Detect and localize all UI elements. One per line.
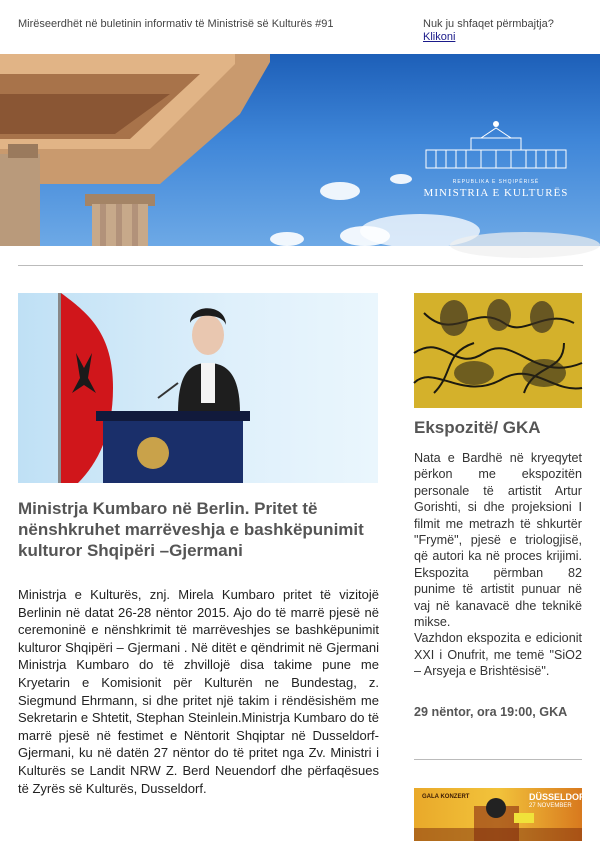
onufri-paragraph: Vazhdon ekspozita e edicionit XXI i Onufrit, me temë "SiO2 – Arsyeja e Brishtësisë".: [414, 631, 582, 679]
ministry-logo: [416, 120, 576, 210]
welcome-text: Mirëseerdhët në buletinin informativ të Ministrisë së Kulturës #91: [18, 18, 334, 30]
sidebar-title[interactable]: Ekspozitë/ GKA: [414, 418, 541, 437]
view-online-notice: [423, 18, 554, 44]
click-here-link[interactable]: Klikoni: [423, 31, 456, 43]
header-bar: [0, 0, 605, 50]
banner-image: [0, 54, 600, 246]
article-body: Ministrja e Kulturës, znj. Mirela Kumbaro pritet të vizitojë Berlinin në datat 26-28 nëntor 2015. Ajo do të marrë pjesë në ceremoninë e nënshkrimit të marrëveshjes se bashkëpunimit kulturor Shqipëri – Gjermani . Në ditët e qëndrimit në Gjermani Ministrja Kumbaro do të zhvillojë disa takime pune me Kryetarin e Komisionit për Kulturën ne Bundestag, z. Siegmund Ehrmann, si dhe pritet një takim i rëndësishëm me Sekretarin e Shtetit, Stephan Steinlein.Ministrja Kumbaro do të marrë pjesë në festimet e Nëntorit Shqiptar në Dusseldorf-Gjermani, ku në datën 27 nëntor do të pritet nga Zv. Ministri i Kulturës se Landit NRW Z. Berd Neuendorf dhe përfaqësues të Zyrës së Kulturës, Dusseldorf.: [18, 587, 379, 796]
gala-title: GALA KONZERT: [422, 794, 470, 800]
gala-city: DÜSSELDORF: [529, 792, 592, 802]
cloud-shape: [390, 174, 412, 184]
exhibition-paragraph: Nata e Bardhë në kryeqytet përkon me ekspozitën personale të artistit Artur Gorishti, si dhe projeksioni I filmit me metrazh të shkurtër "Frymë", pjesë e triologjisë, që autori ka në proces krijimi. Ekspozita përmban 82 punime të artistit punuar në vaj në kanavacë dhe teknikë mikse.: [414, 451, 582, 630]
sidebar-divider: [414, 759, 582, 760]
ministry-building-icon: [421, 120, 571, 172]
section-divider: [18, 265, 583, 266]
minister-podium-photo: [18, 293, 378, 483]
cloud-shape: [270, 232, 304, 246]
sidebar-description: [414, 450, 582, 680]
cloud-shape: [450, 232, 600, 258]
not-shown-text: Nuk ju shfaqet përmbajtja?: [423, 18, 554, 30]
exhibition-painting[interactable]: [414, 293, 582, 408]
abstract-painting-graphic: [414, 293, 582, 408]
logo-subtitle: REPUBLIKA E SHQIPËRISË: [452, 179, 540, 185]
article-headline[interactable]: Ministrja Kumbaro në Berlin. Pritet të nënshkruhet marrëveshja e bashkëpunimit kulturor Shqipëri –Gjermani: [18, 499, 364, 560]
gala-concert-banner[interactable]: [414, 788, 592, 841]
logo-name: MINISTRIA E KULTURËS: [423, 187, 569, 199]
building-columns-graphic: [0, 54, 270, 246]
article-photo[interactable]: [18, 293, 378, 483]
gala-date: 27 NOVEMBER: [529, 803, 572, 809]
event-date: 29 nëntor, ora 19:00, GKA: [414, 705, 568, 719]
cloud-shape: [320, 182, 360, 200]
